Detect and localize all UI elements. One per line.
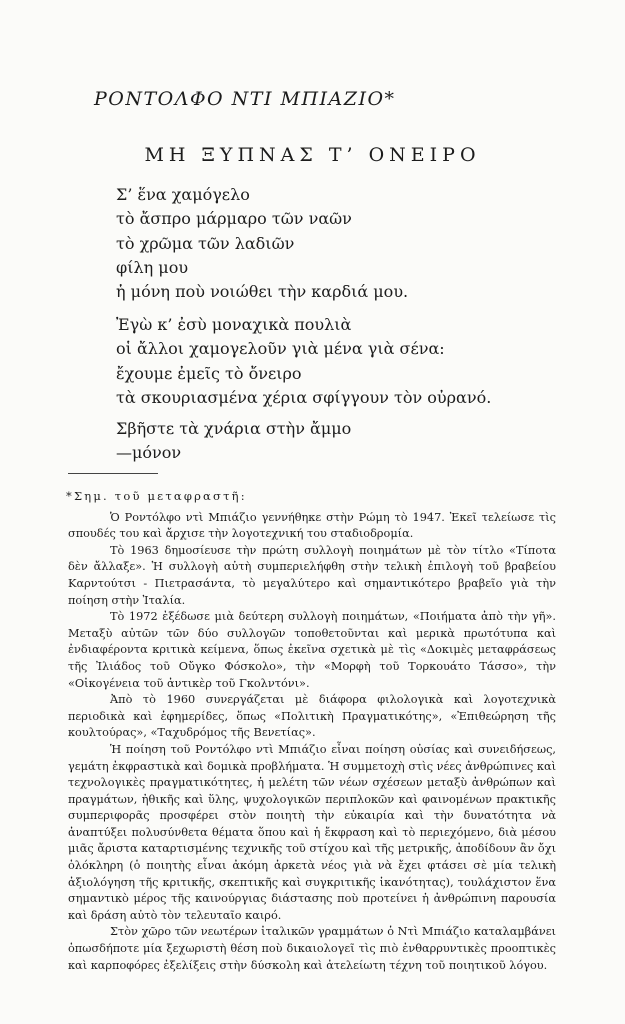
note-paragraph: Ἀπὸ τὸ 1960 συνεργάζεται μὲ διάφορα φιλολογικὰ καὶ λογοτεχνικὰ περιοδικὰ καὶ ἐφημερίδες, ὅπως «Πολιτικὴ Πραγματικότης», «Ἐπιθεώρηση τῆς κουλτούρας», «Ταχυδρόμος τῆς Βενετίας».: [68, 693, 556, 740]
note-paragraph: Στὸν χῶρο τῶν νεωτέρων ἰταλικῶν γραμμάτων ὁ Ντὶ Μπιάζιο καταλαμβάνει ὁπωσδήποτε μία ξεχωριστὴ θέση ποὺ δικαιολογεῖ τὶς πιὸ ἐνθαρρυντικὲς προοπτικὲς καὶ καρποφόρες ἐξελίξεις στὴν δύσκολη καὶ ἀτελείωτη τέχνη τοῦ ποιητικοῦ λόγου.: [68, 925, 556, 972]
poem-line: Ἐγὼ κ’ ἐσὺ μοναχικὰ πουλιὰ: [116, 315, 352, 334]
poem-title: ΜΗ ΞΥΠΝΑΣ Τ’ ΟΝΕΙΡΟ: [144, 144, 481, 166]
footnote-divider: [68, 473, 158, 474]
stanza-3: [116, 417, 351, 466]
poem-line: τὰ σκουριασμένα χέρια σφίγγουν τὸν οὐρανό.: [116, 387, 492, 407]
poem-line: Σβῆστε τὰ χνάρια στὴν ἄμμο: [116, 419, 352, 438]
poem-line: ἡ μόνη ποὺ νοιώθει τὴν καρδιά μου.: [116, 282, 409, 302]
poem-line: τὸ ἄσπρο μάρμαρο τῶν ναῶν: [116, 209, 352, 229]
note-paragraph: Τὸ 1963 δημοσίευσε τὴν πρώτη συλλογὴ ποιημάτων μὲ τὸν τίτλο «Τίποτα δὲν ἄλλαξε». Ἡ συλλογὴ αὐτὴ συμπεριελήφθη στὴν τελικὴ ἐπιλογὴ τοῦ βραβείου Καρντούτσι - Πιετρασάντα, τὸ μεγαλύτερο καὶ σημαντικότερο βραβεῖο γιὰ τὴν ποίηση στὴν Ἰταλία.: [68, 543, 556, 607]
note-paragraph: Ὁ Ροντόλφο ντὶ Μπιάζιο γεννήθηκε στὴν Ρώμη τὸ 1947. Ἐκεῖ τελείωσε τὶς σπουδές του καὶ ἄρχισε τὴν λογοτεχνική του σταδιοδρομία.: [68, 510, 556, 541]
stanza-2: [116, 313, 491, 410]
poem-line: φίλη μου: [116, 257, 189, 277]
poem-line: —μόνον: [116, 443, 182, 463]
author-name: ΡΟΝΤΟΛΦΟ ΝΤΙ ΜΠΙΑΖΙΟ*: [94, 88, 396, 110]
translator-note-heading: *Σημ. τοῦ μεταφραστῆ:: [66, 489, 247, 503]
note-paragraph: Ἡ ποίηση τοῦ Ροντόλφο ντὶ Μπιάζιο εἶναι ποίηση οὐσίας καὶ συνειδήσεως, γεμάτη ἐκφραστικὰ καὶ δομικὰ προβλήματα. Ἡ συμμετοχὴ στὶς νέες ἀνθρώπινες καὶ τεχνολογικὲς πραγματικότητες, ἡ μελέτη τῶν νέων σχέσεων μεταξὺ ἀνθρώπων καὶ πραγμάτων, ἠθικῆς καὶ ὕλης, ψυχολογικῶν περιπλοκῶν καὶ φαινομένων πρακτικῆς συμπεριφορᾶς προσφέρει στὸν ποιητὴ τὴν εὐκαιρία καὶ τὴν δυνατότητα νὰ ἀναπτύξει πολυσύνθετα θέματα ὅπου καὶ ἡ ἔκφραση καὶ τὸ περιεχόμενο, διὰ μέσου μιᾶς ἄριστα καταρτισμένης τεχνικῆς τοῦ στίχου καὶ τῆς μετρικῆς, ἀποδίδουν ἂν ὄχι ὁλόκληρη (ὁ ποιητὴς εἶναι ἀκόμη ἀρκετὰ νέος γιὰ νὰ ἔχει φτάσει σὲ μία τελικὴ ἀξιολόγηση τῆς κριτικῆς, σκεπτικῆς καὶ συγκριτικῆς ἱκανότητας), τουλάχιστον ἕνα σημαντικὸ μέρος τῆς καινούργιας διάστασης ποὺ προτείνει ἡ ἀνθρώπινη παρουσία καὶ δράση αὐτὸ τὸν τελευταῖο καιρό.: [68, 742, 556, 922]
poem-line: οἱ ἄλλοι χαμογελοῦν γιὰ μένα γιὰ σένα:: [116, 339, 445, 359]
note-paragraph: Τὸ 1972 ἐξέδωσε μιὰ δεύτερη συλλογὴ ποιημάτων, «Ποιήματα ἀπὸ τὴν γῆ». Μεταξὺ αὐτῶν τῶν δύο συλλογῶν τοποθετοῦνται καὶ μερικὰ πρωτότυπα καὶ ἐνδιαφέροντα κριτικὰ κείμενα, ὅπως ἐκεῖνα σχετικὰ μὲ τὶς «Δοκιμὲς μεταφράσεως τῆς Ἰλιάδος τοῦ Οὔγκο Φόσκολο», τὴν «Μορφὴ τοῦ Τορκουάτο Τάσσο», τὴν «Οἰκογένεια τοῦ ἀντικὲρ τοῦ Γκολντόνι».: [68, 610, 556, 690]
poem-line: ἔχουμε ἐμεῖς τὸ ὄνειρο: [116, 363, 302, 383]
stanza-1: [116, 183, 408, 304]
poem-line: Σ’ ἕνα χαμόγελο: [116, 185, 250, 204]
translator-note: [68, 488, 556, 974]
poem-line: τὸ χρῶμα τῶν λαδιῶν: [116, 233, 295, 253]
